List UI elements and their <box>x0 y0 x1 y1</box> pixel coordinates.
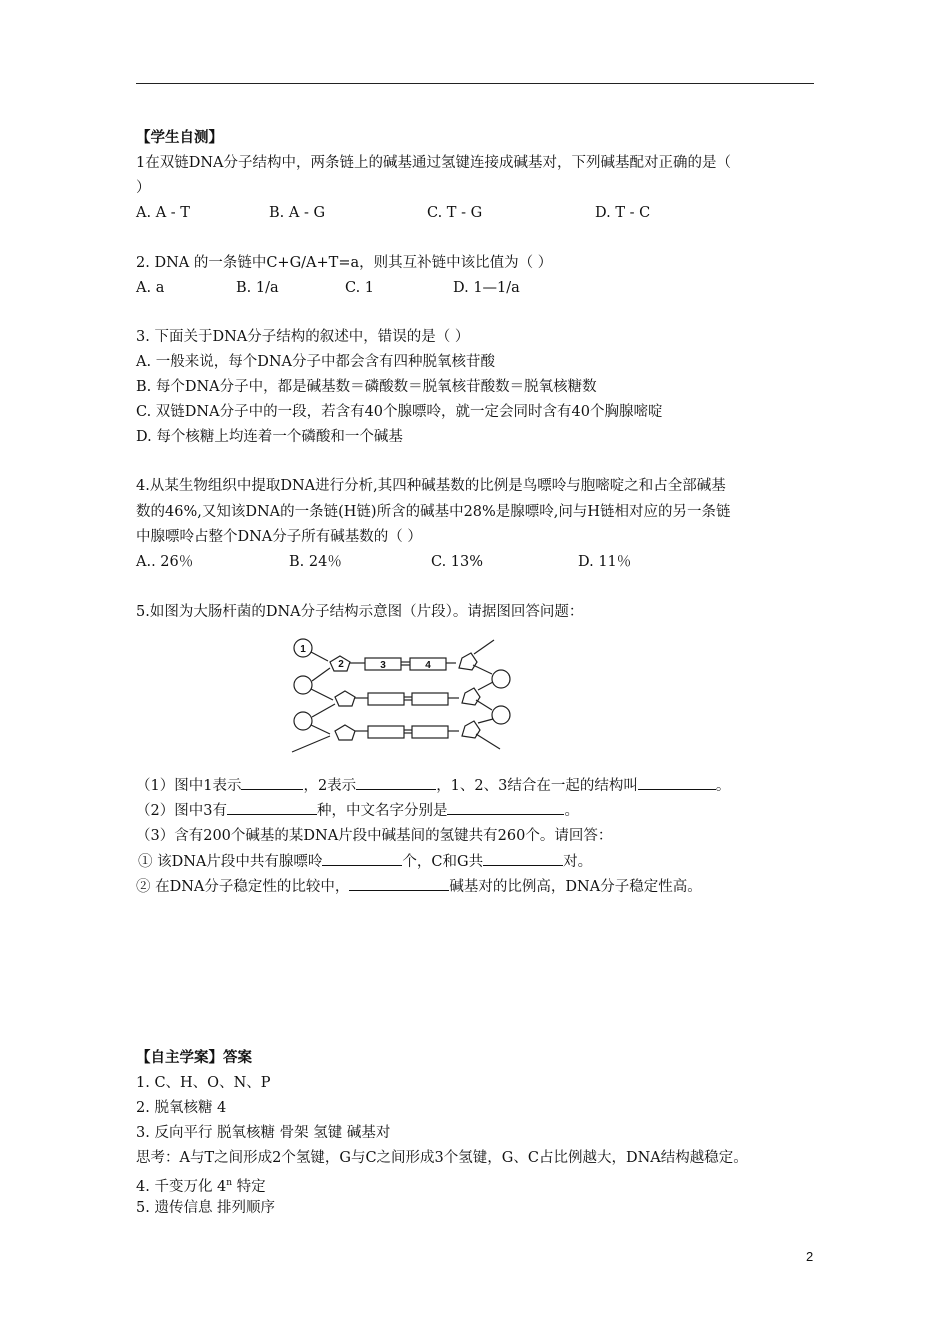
answer-line-3: 3. 反向平行 脱氧核糖 骨架 氢键 碱基对 <box>136 1125 391 1141</box>
q1-stem-line2: ） <box>136 180 151 196</box>
q2-option-a: A. a <box>136 280 165 296</box>
q4-options <box>136 552 631 572</box>
deoxyribose-pentagon <box>459 653 477 670</box>
q1-options <box>136 203 650 223</box>
deoxyribose-pentagon <box>462 688 480 705</box>
q5-stem: 5.如图为大肠杆菌的DNA分子结构示意图（片段）。请据图回答问题： <box>136 604 584 620</box>
answer-line-5: 5. 遗传信息 排列顺序 <box>136 1200 276 1216</box>
deoxyribose-pentagon <box>335 691 355 706</box>
q5-sub3-1: ① 该DNA片段中共有腺嘌呤 个，C和G共 对。 <box>138 851 592 872</box>
answer-blank[interactable] <box>227 800 317 815</box>
q5-sub1: （1）图中1表示 ，2表示 ，1、2、3结合在一起的结构叫 。 <box>136 775 730 796</box>
phosphate-circle <box>492 706 510 724</box>
q1-option-c: C. T - G <box>427 205 483 221</box>
q3-stem: 3. 下面关于DNA分子结构的叙述中，错误的是（ ） <box>136 329 470 345</box>
q1-option-a: A. A - T <box>136 205 190 221</box>
figure-label-2: 2 <box>338 659 344 670</box>
q1-stem-line1: 1在双链DNA分子结构中，两条链上的碱基通过氢键连接成碱基对，下列碱基配对正确的是（ <box>136 155 732 171</box>
answer-blank[interactable] <box>356 775 436 790</box>
q5-sub2: （2）图中3有 种，中文名字分别是 。 <box>136 800 579 821</box>
section-heading-self-test: 【学生自测】 <box>136 130 223 146</box>
q1-option-d: D. T - C <box>595 205 651 221</box>
figure-label-4: 4 <box>425 660 431 671</box>
q2-option-d: D. 1—1/a <box>453 280 520 296</box>
q3-option-b: B. 每个DNA分子中，都是碱基数＝磷酸数＝脱氧核苷酸数＝脱氧核糖数 <box>136 379 597 395</box>
figure-label-1: 1 <box>300 644 306 655</box>
q3-option-c: C. 双链DNA分子中的一段，若含有40个腺嘌呤，就一定会同时含有40个胸腺嘧啶 <box>136 404 663 420</box>
q4-stem-line3: 中腺嘌呤占整个DNA分子所有碱基数的（ ） <box>136 529 422 545</box>
q4-option-c: C. 13% <box>431 554 484 570</box>
answer-line-4: 4. 千变万化 4$^n$ 特定 <box>136 1178 266 1195</box>
dna-structure-figure <box>290 634 522 754</box>
answer-blank[interactable] <box>483 851 563 866</box>
phosphate-circle <box>294 712 312 730</box>
answer-blank[interactable] <box>349 876 449 891</box>
deoxyribose-pentagon <box>335 725 355 740</box>
q3-option-d: D. 每个核糖上均连着一个磷酸和一个碱基 <box>136 429 403 445</box>
q2-option-c: C. 1 <box>345 280 375 296</box>
figure-label-3: 3 <box>380 660 386 671</box>
answer-blank[interactable] <box>322 851 402 866</box>
page-number: 2 <box>806 1249 814 1264</box>
q4-option-a: A.. 26％ <box>136 554 194 570</box>
q3-option-a: A. 一般来说，每个DNA分子中都会含有四种脱氧核苷酸 <box>136 354 495 370</box>
q1-option-b: B. A - G <box>269 205 326 221</box>
q5-sub3-2: ② 在DNA分子稳定性的比较中， 碱基对的比例高，DNA分子稳定性高。 <box>136 876 702 897</box>
q2-stem: 2. DNA 的一条链中C+G/A+T=a，则其互补链中该比值为（ ） <box>136 255 553 271</box>
q4-option-b: B. 24％ <box>289 554 342 570</box>
phosphate-circle <box>294 676 312 694</box>
q2-options <box>136 278 520 298</box>
q5-sub3: （3）含有200个碱基的某DNA片段中碱基间的氢键共有260个。请回答： <box>136 828 613 844</box>
q4-option-d: D. 11％ <box>578 554 632 570</box>
answer-blank[interactable] <box>241 775 303 790</box>
phosphate-circle <box>492 670 510 688</box>
q2-option-b: B. 1/a <box>236 280 279 296</box>
answer-line-2: 2. 脱氧核糖 4 <box>136 1100 227 1116</box>
answer-blank[interactable] <box>638 775 716 790</box>
q4-stem-line2: 数的46%,又知该DNA的一条链(H链)所含的碱基中28%是腺嘌呤,问与H链相对应的另一条链 <box>136 504 731 520</box>
q4-stem-line1: 4.从某生物组织中提取DNA进行分析,其四种碱基数的比例是鸟嘌呤与胞嘧啶之和占全部碱基 <box>136 478 726 494</box>
header-rule <box>136 83 814 84</box>
answer-line-1: 1. C、H、O、N、P <box>136 1075 271 1091</box>
section-heading-answers: 【自主学案】答案 <box>136 1050 252 1066</box>
answer-blank[interactable] <box>447 800 564 815</box>
answer-line-thinking: 思考：A与T之间形成2个氢键，G与C之间形成3个氢键，G、C占比例越大，DNA结构越稳定。 <box>136 1150 748 1166</box>
